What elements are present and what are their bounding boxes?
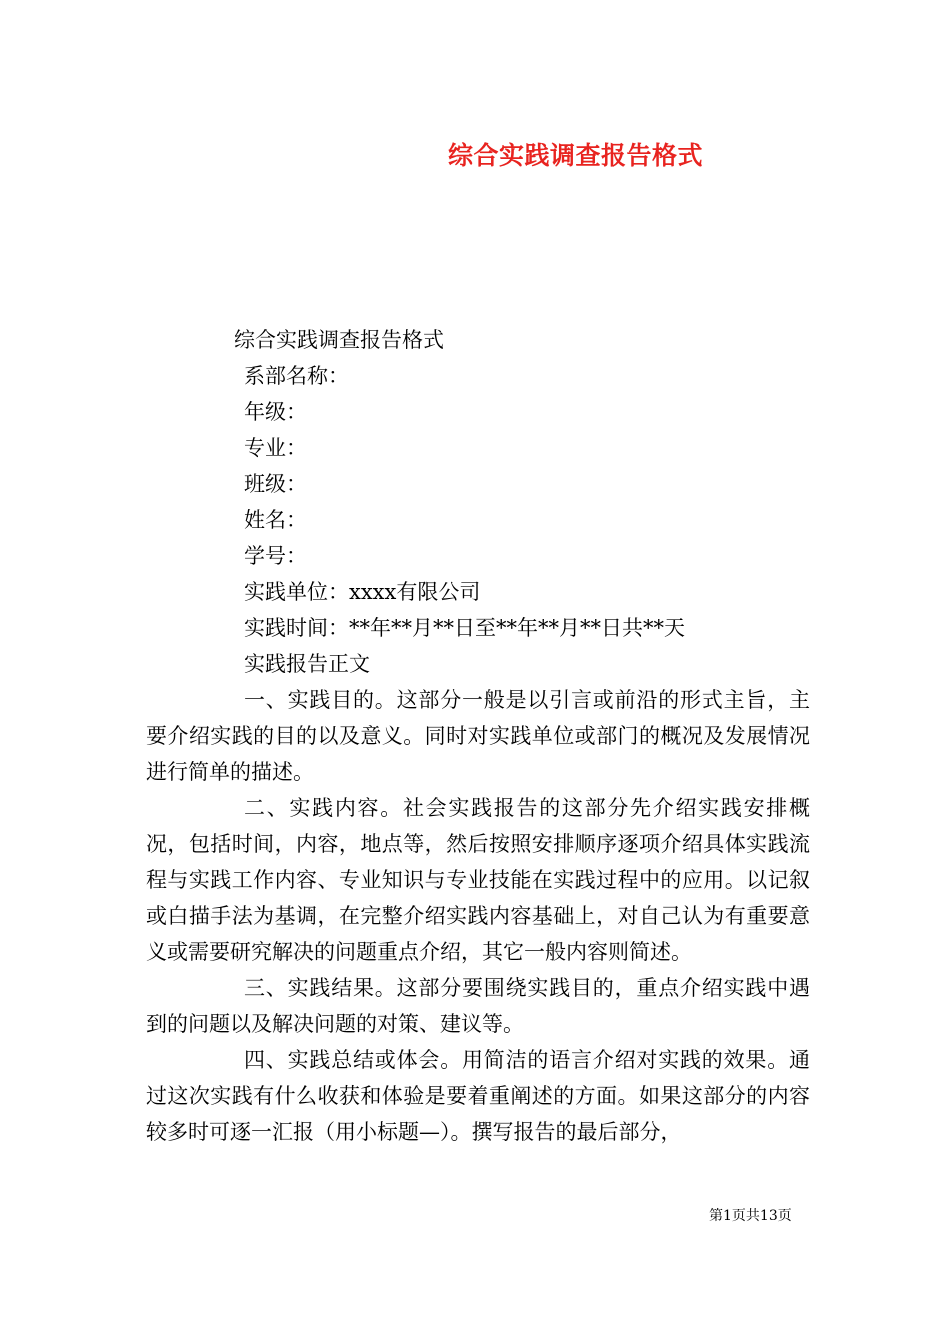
field-practice-time: 实践时间：**年**月**日至**年**月**日共**天 [244,616,685,640]
paragraph-purpose: 一、实践目的。这部分一般是以引言或前沿的形式主旨，主要介绍实践的目的以及意义。同时对实践单位或部门的概况及发展情况进行简单的描述。 [146,688,810,784]
field-class: 班级： [244,472,307,496]
field-department: 系部名称： [244,364,349,388]
page-footer: 第1页共13页 [709,1208,792,1224]
document-body [146,322,810,1150]
page-title: 综合实践调查报告格式 [448,141,704,170]
paragraph-content: 二、实践内容。社会实践报告的这部分先介绍实践安排概况，包括时间，内容，地点等，然后按照安排顺序逐项介绍具体实践流程与实践工作内容、专业知识与专业技能在实践过程中的应用。以记叙或白描手法为基调，在完整介绍实践内容基础上，对自己认为有重要意义或需要研究解决的问题重点介绍，其它一般内容则简述。 [146,796,810,964]
document-subtitle: 综合实践调查报告格式 [234,328,444,352]
field-major: 专业： [244,436,307,460]
field-practice-unit: 实践单位：xxxx有限公司 [244,580,481,604]
field-grade: 年级： [244,400,307,424]
paragraph-results: 三、实践结果。这部分要围绕实践目的，重点介绍实践中遇到的问题以及解决问题的对策、建议等。 [146,976,810,1036]
paragraph-summary: 四、实践总结或体会。用简洁的语言介绍对实践的效果。通过这次实践有什么收获和体验是要着重阐述的方面。如果这部分的内容较多时可逐一汇报（用小标题—）。撰写报告的最后部分， [146,1048,810,1144]
field-student-id: 学号： [244,544,307,568]
field-name: 姓名： [244,508,307,532]
section-heading-body: 实践报告正文 [244,652,370,676]
